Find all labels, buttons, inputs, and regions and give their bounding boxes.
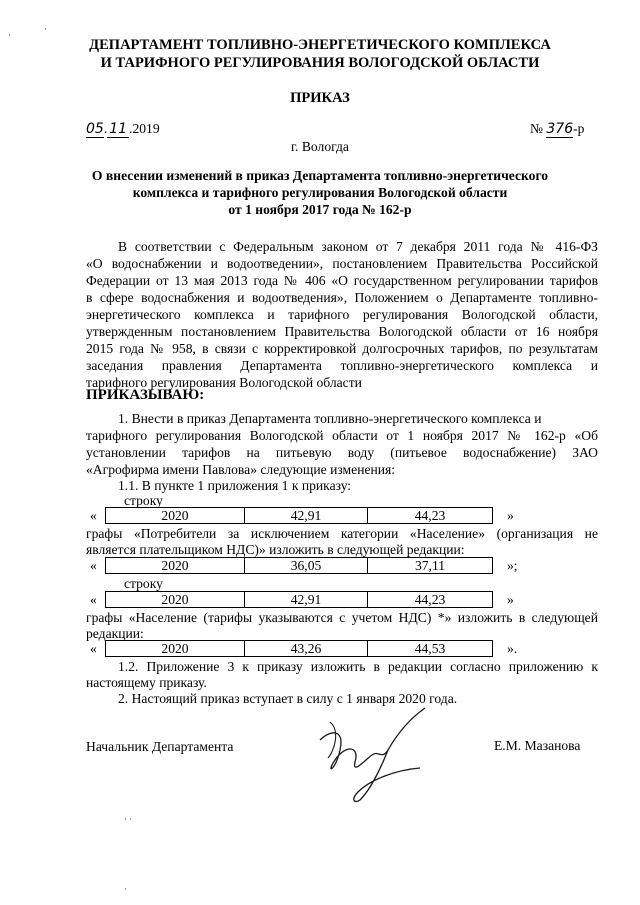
- signatory-name: Е.М. Мазанова: [494, 738, 581, 753]
- sub2-line: настоящему приказу.: [86, 675, 207, 690]
- signatory-position: Начальник Департамента: [86, 739, 234, 754]
- row-word: строку: [124, 493, 163, 508]
- row-open-quote: «: [90, 592, 97, 607]
- org-name-line1: ДЕПАРТАМЕНТ ТОПЛИВНО-ЭНЕРГЕТИЧЕСКОГО КОМПЛЕКСА: [89, 37, 551, 53]
- item1-line: 1. Внести в приказ Департамента топливно-энергетического комплекса и: [118, 411, 542, 426]
- scan-mark: ·: [44, 24, 47, 34]
- date-day: 05: [86, 121, 104, 137]
- row-open-quote: «: [90, 641, 97, 656]
- doc-date: 05. 11 .2019: [86, 121, 160, 137]
- sub2-line: 1.2. Приложение 3 к приказу изложить в редакции согласно приложению к: [118, 659, 598, 674]
- graph2-line: редакции:: [86, 626, 144, 641]
- graph1-line: является плательщиком НДС)» изложить в следующей редакции:: [86, 542, 465, 557]
- item2-text: 2. Настоящий приказ вступает в силу с 1 января 2020 года.: [118, 691, 458, 706]
- order-word: ПРИКАЗЫВАЮ:: [86, 387, 205, 403]
- number-suffix: -р: [573, 121, 585, 136]
- item1-sub1: 1.1. В пункте 1 приложения 1 к приказу:: [118, 478, 352, 493]
- tariff-value-1: 42,91: [245, 508, 368, 524]
- item1-line: установлении тарифов на питьевую воду (питьевое водоснабжение) ЗАО: [86, 445, 598, 460]
- tariff-value-1: 43,26: [245, 641, 368, 657]
- tariff-value-1: 42,91: [245, 592, 368, 608]
- doc-city: г. Вологда: [291, 139, 349, 154]
- preamble-line: тарифного регулирования Вологодской области: [86, 375, 362, 390]
- doc-title-line2: комплекса и тарифного регулирования Вологодской области: [132, 185, 508, 200]
- row-open-quote: «: [90, 558, 97, 573]
- graph2-line: графы «Население (тарифы указываются с учетом НДС) *» изложить в следующей: [86, 610, 598, 625]
- tariff-year: 2020: [106, 558, 245, 574]
- tariff-year: 2020: [106, 592, 245, 608]
- tariff-value-2: 44,23: [368, 508, 493, 524]
- scan-mark: · ·: [124, 814, 133, 824]
- row-open-quote: «: [90, 508, 97, 523]
- preamble-line: 2015 года № 958, в связи с корректировкой долгосрочных тарифов, по результатам: [86, 341, 598, 356]
- row-close-quote: »: [507, 592, 514, 607]
- preamble-line: энергетического комплекса и тарифного регулирования Вологодской области,: [86, 307, 598, 322]
- row-close-quote: ».: [507, 641, 518, 656]
- doc-number: [530, 121, 584, 137]
- tariff-year: 2020: [106, 641, 245, 657]
- row-word: строку: [124, 576, 163, 591]
- tariff-value-2: 44,23: [368, 592, 493, 608]
- org-name-line2: И ТАРИФНОГО РЕГУЛИРОВАНИЯ ВОЛОГОДСКОЙ ОБЛАСТИ: [100, 55, 540, 71]
- tariff-year: 2020: [106, 508, 245, 524]
- scan-mark: ·: [8, 30, 11, 40]
- item1-line: «Агрофирма имени Павлова» следующие изменения:: [86, 462, 396, 477]
- preamble-line: Федерации от 13 мая 2013 года № 406 «О государственном регулировании тарифов: [86, 273, 598, 288]
- scan-mark: ·: [124, 884, 127, 894]
- tariff-value-2: 44,53: [368, 641, 493, 657]
- doc-title-line1: О внесении изменений в приказ Департамента топливно-энергетического: [91, 168, 549, 183]
- tariff-value-2: 37,11: [368, 558, 493, 574]
- preamble-line: в сфере водоснабжения и водоотведения», Положением о Департаменте топливно-: [86, 290, 598, 305]
- tariff-row: [105, 640, 493, 657]
- tariff-row: [105, 507, 493, 524]
- number-prefix: №: [530, 121, 543, 136]
- row-close-quote: »: [507, 508, 514, 523]
- tariff-row: [105, 557, 493, 574]
- preamble-line: «О водоснабжении и водоотведении», постановлением Правительства Российской: [86, 256, 598, 271]
- number-value: 376: [546, 121, 574, 137]
- date-year: .2019: [129, 121, 160, 136]
- preamble-line: утвержденным постановлением Правительства Вологодской области от 16 ноября: [86, 324, 598, 339]
- tariff-row: [105, 591, 493, 608]
- doc-type: ПРИКАЗ: [290, 90, 350, 106]
- item1-line: тарифного регулирования Вологодской области от 1 ноября 2017 № 162-р «Об: [86, 428, 598, 443]
- date-month: 11: [109, 121, 128, 137]
- tariff-value-1: 36,05: [245, 558, 368, 574]
- doc-title-line3: от 1 ноября 2017 года № 162-р: [228, 202, 412, 217]
- preamble-line: заседания правления Департамента топливно-энергетического комплекса и: [86, 358, 598, 373]
- preamble-line: В соответствии с Федеральным законом от 7 декабря 2011 года № 416-ФЗ: [118, 239, 598, 254]
- handwritten-signature: [300, 700, 450, 810]
- row-close-quote: »;: [507, 558, 518, 573]
- graph1-line: графы «Потребители за исключением категории «Население» (организация не: [86, 526, 598, 541]
